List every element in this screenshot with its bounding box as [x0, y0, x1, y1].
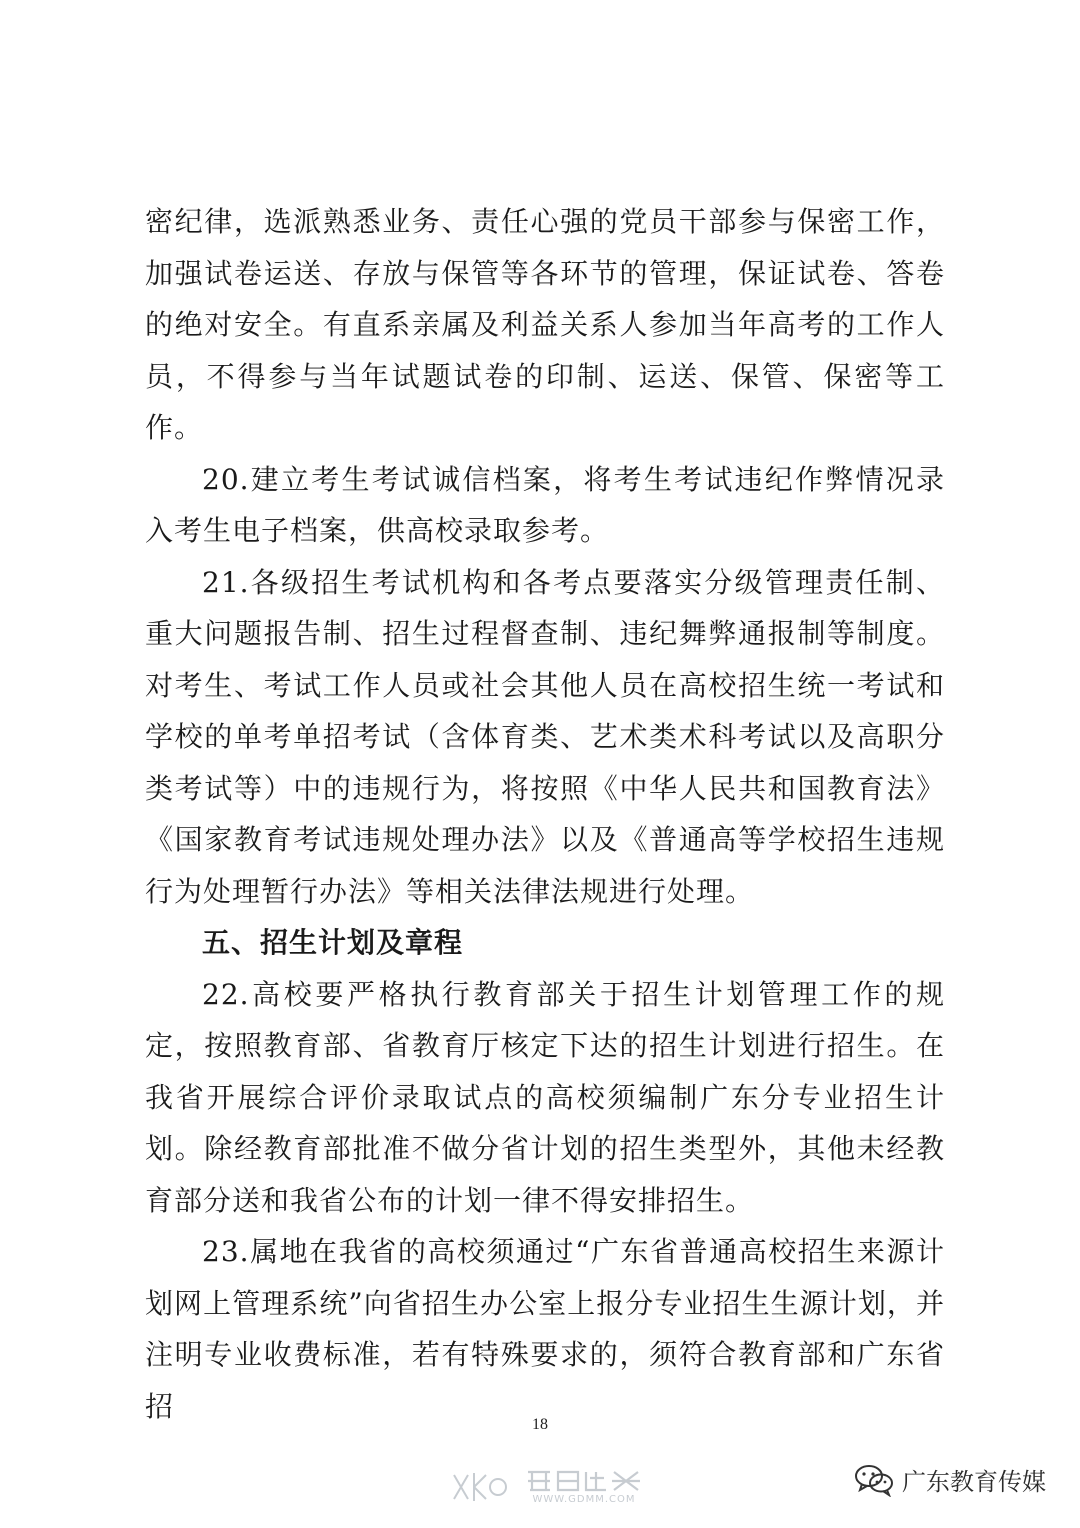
document-body [145, 196, 945, 1432]
page-number: 18 [532, 1416, 548, 1433]
paragraph-item-20: 20.建立考生考试诚信档案，将考生考试违纪作弊情况录入考生电子档案，供高校录取参考。 [145, 462, 945, 547]
wechat-account-name: 广东教育传媒 [902, 1468, 1046, 1496]
site-url: WWW.GDMM.COM [532, 1494, 636, 1505]
wechat-watermark [854, 1462, 1046, 1497]
site-logo-icon [450, 1469, 510, 1505]
paragraph-continuation: 密纪律，选派熟悉业务、责任心强的党员干部参与保密工作，加强试卷运送、存放与保管等各环节的管理，保证试卷、答卷的绝对安全。有直系亲属及利益关系人参加当年高考的工作人员，不得参与当年试题试卷的印制、运送、保管、保密等工作。 [145, 205, 945, 444]
paragraph-item-21: 21.各级招生考试机构和各考点要落实分级管理责任制、重大问题报告制、招生过程督查制、违纪舞弊通报制等制度。对考生、考试工作人员或社会其他人员在高校招生统一考试和学校的单考单招考试（含体育类、艺术类术科考试以及高职分类考试等）中的违规行为，将按照《中华人民共和国教育法》《国家教育考试违规处理办法》以及《普通高等学校招生违规行为处理暂行办法》等相关法律法规进行处理。 [145, 565, 945, 908]
wechat-icon [854, 1463, 894, 1497]
paragraph-item-22: 22.高校要严格执行教育部关于招生计划管理工作的规定，按照教育部、省教育厅核定下达的招生计划进行招生。在我省开展综合评价录取试点的高校须编制广东分专业招生计划。除经教育部批准不做分省计划的招生类型外，其他未经教育部分送和我省公布的计划一律不得安排招生。 [145, 977, 945, 1217]
site-watermark [450, 1468, 644, 1505]
section-heading: 五、招生计划及章程 [202, 926, 464, 959]
paragraph-item-23: 23.属地在我省的高校须通过“广东省普通高校招生来源计划网上管理系统”向省招生办公室上报分专业招生生源计划，并注明专业收费标准，若有特殊要求的，须符合教育部和广东省招 [145, 1235, 945, 1423]
site-logo-wordmark [524, 1468, 644, 1494]
